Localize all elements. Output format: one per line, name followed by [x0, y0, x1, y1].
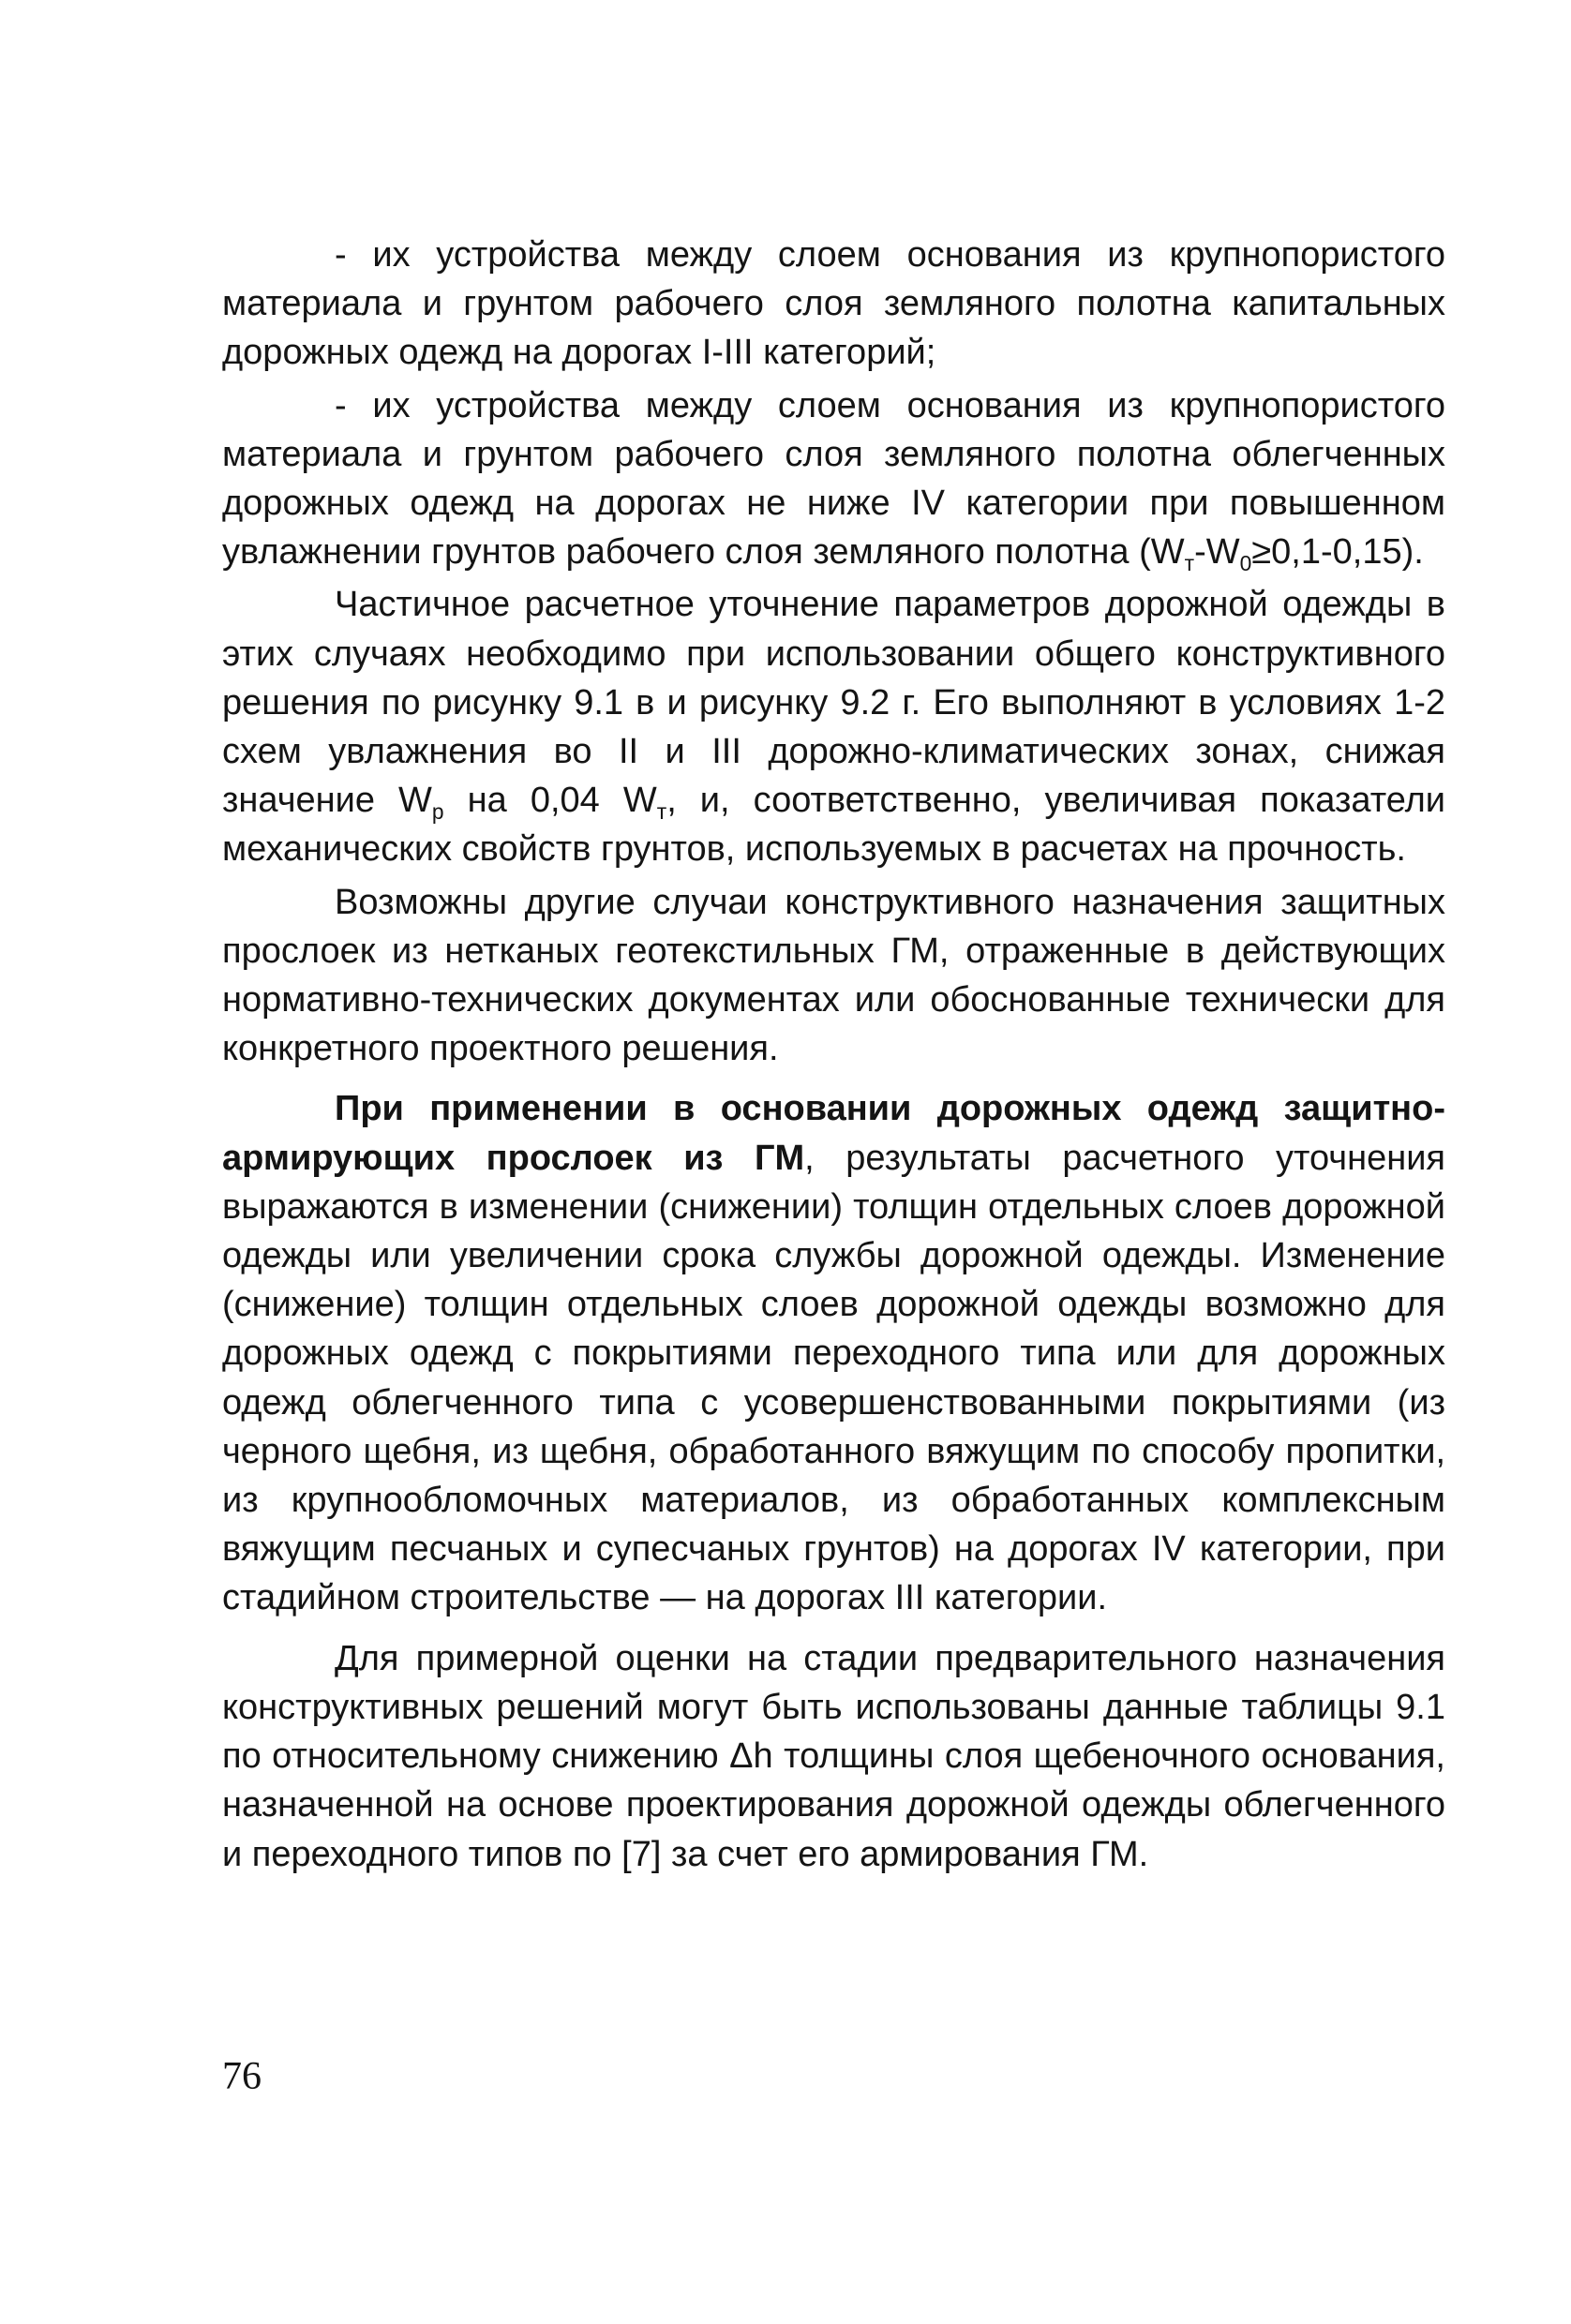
paragraph-2: [222, 381, 1445, 577]
paragraph-4-text: Возможны другие случаи конструктивного назначения защитных прослоек из нетканых геотекстильных ГМ, отраженные в действующих нормативно-технических документах или обоснованные технически для конкретного проектного решения.: [222, 882, 1445, 1069]
paragraph-6: [222, 1634, 1445, 1879]
paragraph-5: [222, 1084, 1445, 1622]
subscript-0: 0: [1239, 551, 1252, 576]
paragraph-2-text: - их устройства между слоем основания из крупнопористого материала и грунтом рабочего слоя земляного полотна облегченных дорожных одежд на дорогах не ниже IV категории при повышенном увлажнении грунтов рабочего слоя земляного полотна (W: [222, 385, 1445, 573]
page-number: 76: [222, 2055, 262, 2098]
paragraph-1: [222, 231, 1445, 378]
subscript-t-2: т: [656, 799, 667, 825]
paragraph-5-bold-lead: При применении в основании дорожных одежд защитно-армирующих прослоек из ГМ: [222, 1089, 1445, 1178]
paragraph-3-mid: на 0,04 W: [443, 781, 657, 821]
paragraph-3-text: Частичное расчетное уточнение параметров дорожной одежды в этих случаях необходимо при использовании общего конструктивного решения по рисунку 9.1 в и рисунку 9.2 г. Его выполняют в условиях 1-2 схем увлажнения во II и III дорожно-климатических зонах, снижая значение W: [222, 585, 1445, 821]
paragraph-2-end: ≥0,1-0,15).: [1251, 532, 1424, 573]
paragraph-2-mid: -W: [1194, 532, 1240, 573]
paragraph-1-text: - их устройства между слоем основания из крупнопористого материала и грунтом рабочего слоя земляного полотна капитальных дорожных одежд на дорогах I-III категорий;: [222, 235, 1445, 373]
paragraph-5-text: , результаты расчетного уточнения выражаются в изменении (снижении) толщин отдельных слоев дорожной одежды или увеличении срока службы дорожной одежды. Изменение (снижение) толщин отдельных слоев дорожной одежды возможно для дорожных одежд с покрытиями переходного типа или для дорожных одежд облегченного типа с усовершенствованными покрытиями (из черного щебня, из щебня, обработанного вяжущим по способу пропитки, из крупнообломочных материалов, из обработанных комплексным вяжущим песчаных и супесчаных грунтов) на дорогах IV категории, при стадийном строительстве — на дорогах III категории.: [222, 1138, 1445, 1618]
subscript-t: т: [1184, 551, 1195, 576]
paragraph-4: [222, 878, 1445, 1074]
paragraph-3: [222, 580, 1445, 873]
subscript-p: р: [431, 799, 444, 825]
paragraph-3-end: , и, соответственно, увеличивая показатели механических свойств грунтов, используемых в расчетах на прочность.: [222, 781, 1445, 870]
page-body: [222, 231, 1445, 1879]
paragraph-6-text: Для примерной оценки на стадии предварительного назначения конструктивных решений могут быть использованы данные таблицы 9.1 по относительному снижению Δh толщины слоя щебеночного основания, назначенной на основе проектирования дорожной одежды облегченного и переходного типов по [7] за счет его армирования ГМ.: [222, 1638, 1445, 1874]
